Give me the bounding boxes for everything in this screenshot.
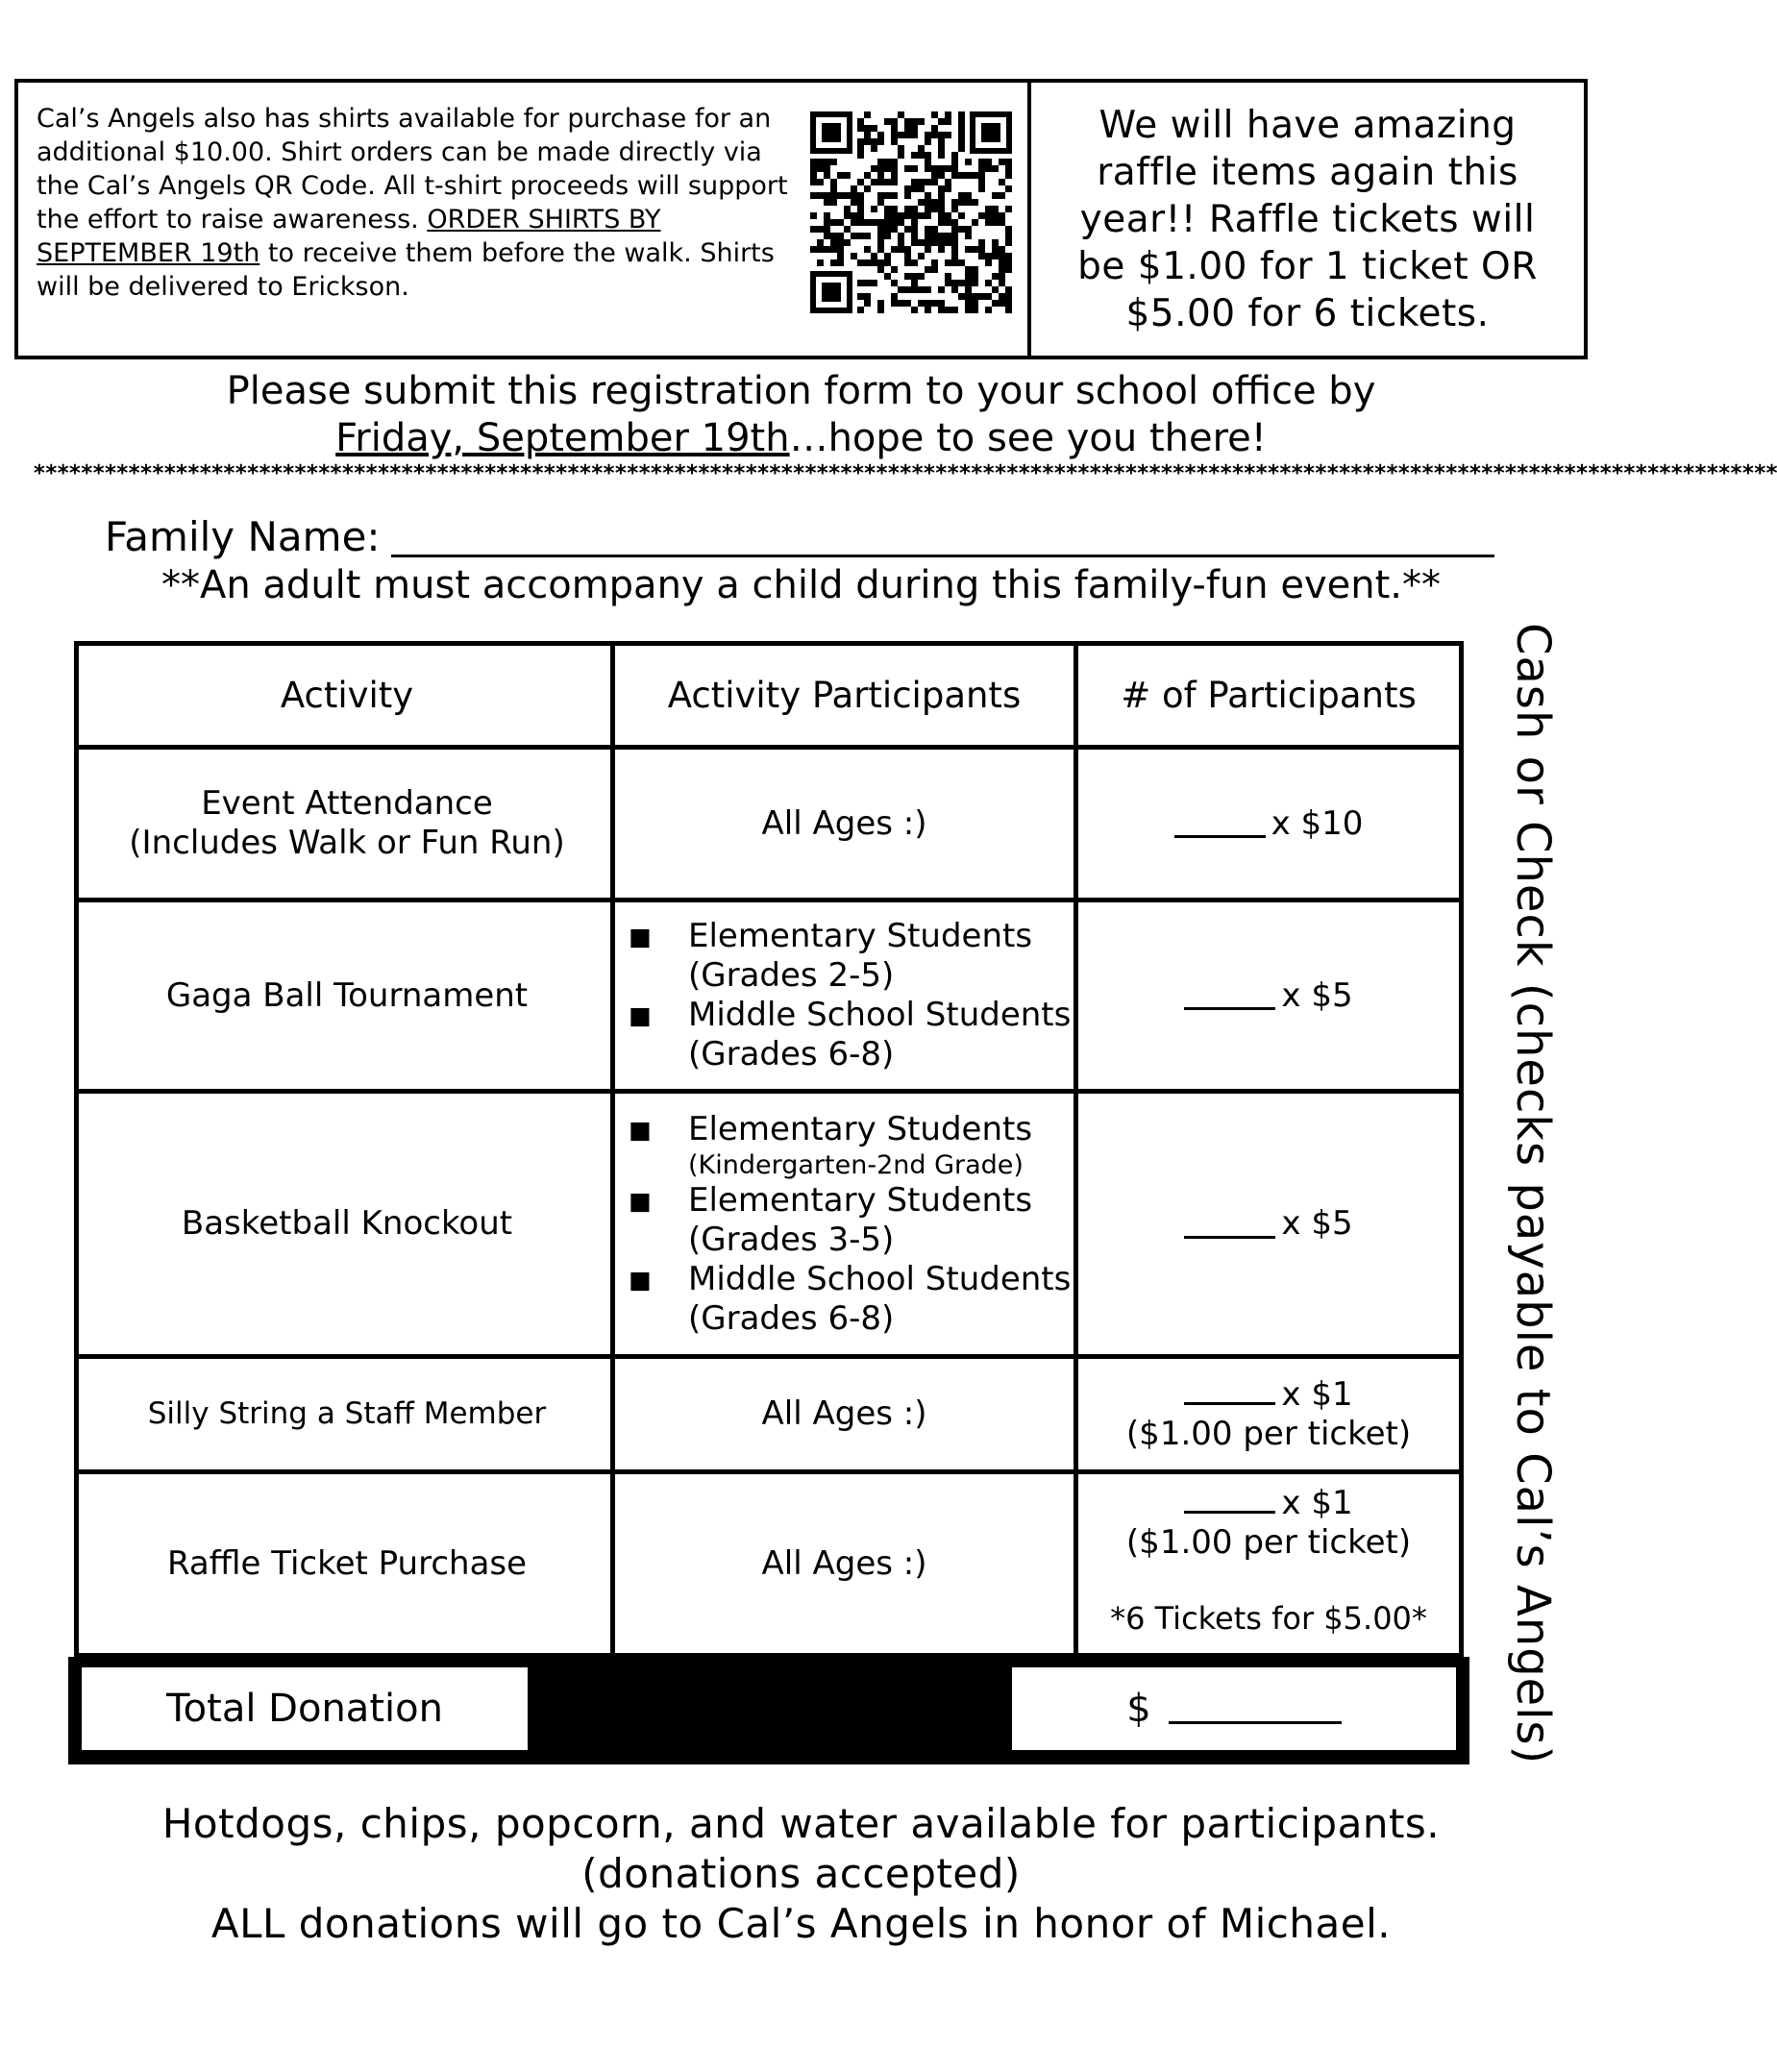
- total-donation-field[interactable]: [1012, 1667, 1456, 1750]
- participants-all-ages: All Ages :): [761, 1394, 927, 1433]
- header-number-of-participants: # of Participants: [1121, 675, 1417, 716]
- currency-symbol: $: [1126, 1687, 1151, 1731]
- bullet-text: Elementary Students (Grades 3-5): [688, 1180, 1033, 1259]
- bullet-main: Elementary Students: [688, 1109, 1033, 1148]
- count-field-event-attendance[interactable]: [1078, 750, 1459, 898]
- count-blank[interactable]: [1184, 1485, 1275, 1514]
- bullet-text: [688, 1110, 1032, 1181]
- count-field-silly-string[interactable]: [1078, 1359, 1459, 1469]
- bullet-icon: ■: [629, 1186, 652, 1215]
- price-label: x $10: [1271, 803, 1364, 843]
- raffle-deal: *6 Tickets for $5.00*: [1110, 1600, 1427, 1637]
- shirt-info-delivery: to receive them before the walk. Shirts will be delivered to Erickson.: [37, 238, 775, 302]
- price-label: x $1: [1281, 1484, 1353, 1522]
- participants-gaga-ball: [615, 902, 1074, 1089]
- adult-notice: **An adult must accompany a child during this family-fun event.**: [160, 563, 1441, 607]
- shirt-order-deadline: ORDER SHIRTS BY SEPTEMBER 19th: [37, 205, 661, 268]
- family-name-label: Family Name:: [105, 513, 381, 560]
- participants-all-ages: All Ages :): [761, 1543, 927, 1583]
- count-line: [1184, 1484, 1352, 1523]
- info-box: [14, 79, 1588, 359]
- bullet-icon: ■: [629, 923, 652, 950]
- bullet-icon: ■: [629, 1265, 652, 1294]
- footer-food-line: Hotdogs, chips, popcorn, and water available for participants.: [161, 1800, 1441, 1847]
- shirt-info-text: [37, 102, 796, 304]
- raffle-info-panel: [1031, 83, 1584, 356]
- count-blank[interactable]: [1184, 1210, 1275, 1239]
- price-label: x $5: [1281, 1204, 1353, 1243]
- bullet-subtext: (Kindergarten-2nd Grade): [688, 1149, 1024, 1180]
- footer-notes: [0, 1799, 1602, 1949]
- submit-deadline: Friday, September 19th: [335, 416, 790, 460]
- price-note: ($1.00 per ticket): [1125, 1414, 1412, 1453]
- submit-line-2: [0, 415, 1602, 462]
- bullet-icon: ■: [629, 1001, 652, 1029]
- bullet-text: Middle School Students (Grades 6-8): [688, 996, 1072, 1073]
- activity-basketball-knockout: Basketball Knockout: [181, 1204, 513, 1243]
- count-field-basketball-knockout[interactable]: [1078, 1094, 1459, 1354]
- activity-event-attendance: Event Attendance (Includes Walk or Fun Run): [129, 784, 565, 862]
- activity-silly-string: Silly String a Staff Member: [147, 1396, 547, 1431]
- participants-all-ages: All Ages :): [761, 803, 927, 843]
- bullet-text: Middle School Students (Grades 6-8): [688, 1259, 1072, 1338]
- count-blank[interactable]: [1184, 981, 1275, 1010]
- bullet-icon: ■: [629, 1115, 652, 1144]
- participants-basketball-knockout: [615, 1094, 1074, 1354]
- count-blank[interactable]: [1174, 809, 1266, 838]
- bullet-text: Elementary Students (Grades 2-5): [688, 917, 1033, 995]
- count-field-raffle[interactable]: [1078, 1474, 1459, 1653]
- list-item: [629, 996, 1074, 1074]
- shirt-info-body: Cal’s Angels also has shirts available for purchase for an additional $10.00. Shirt orders can be made directly via the Cal’s Angels QR Code. All t-shirt proceeds will support the effort to raise awareness.: [37, 104, 788, 234]
- raffle-info-text: We will have amazing raffle items again this year!! Raffle tickets will be $1.00 for 1 ticket OR $5.00 for 6 tickets.: [1077, 103, 1538, 335]
- registration-table: [74, 641, 1464, 1658]
- activity-raffle-ticket: Raffle Ticket Purchase: [166, 1543, 528, 1583]
- total-donation-label: Total Donation: [82, 1667, 528, 1750]
- price-note: ($1.00 per ticket): [1125, 1523, 1412, 1562]
- submit-closing: …hope to see you there!: [789, 416, 1267, 460]
- count-field-gaga-ball[interactable]: [1078, 902, 1459, 1089]
- count-blank[interactable]: [1184, 1376, 1275, 1405]
- list-item: [629, 1181, 1074, 1260]
- list-item: [629, 917, 1074, 996]
- payment-note: Cash or Check (checks payable to Cal’s Angels): [1506, 622, 1560, 1765]
- header-activity: Activity: [280, 675, 414, 716]
- price-label: x $5: [1281, 975, 1353, 1015]
- shirt-info-panel: [18, 83, 1031, 356]
- family-name-field[interactable]: [391, 555, 1494, 557]
- price-label: x $1: [1281, 1374, 1353, 1414]
- qr-code-icon[interactable]: [810, 111, 1012, 313]
- footer-honor-line: ALL donations will go to Cal’s Angels in honor of Michael.: [210, 1900, 1392, 1947]
- count-line: [1184, 1375, 1352, 1415]
- submit-line-1: Please submit this registration form to your school office by: [226, 369, 1376, 413]
- activity-gaga-ball: Gaga Ball Tournament: [165, 975, 529, 1015]
- header-activity-participants: Activity Participants: [667, 675, 1022, 716]
- total-row: [68, 1657, 1469, 1764]
- cut-line-divider: ***************************************************************************************************************************************************: [33, 461, 1777, 486]
- footer-donation-line: (donations accepted): [581, 1850, 1021, 1897]
- total-blank[interactable]: [1169, 1693, 1342, 1724]
- list-item: [629, 1110, 1032, 1181]
- list-item: [629, 1260, 1074, 1339]
- submit-notice: [0, 368, 1602, 462]
